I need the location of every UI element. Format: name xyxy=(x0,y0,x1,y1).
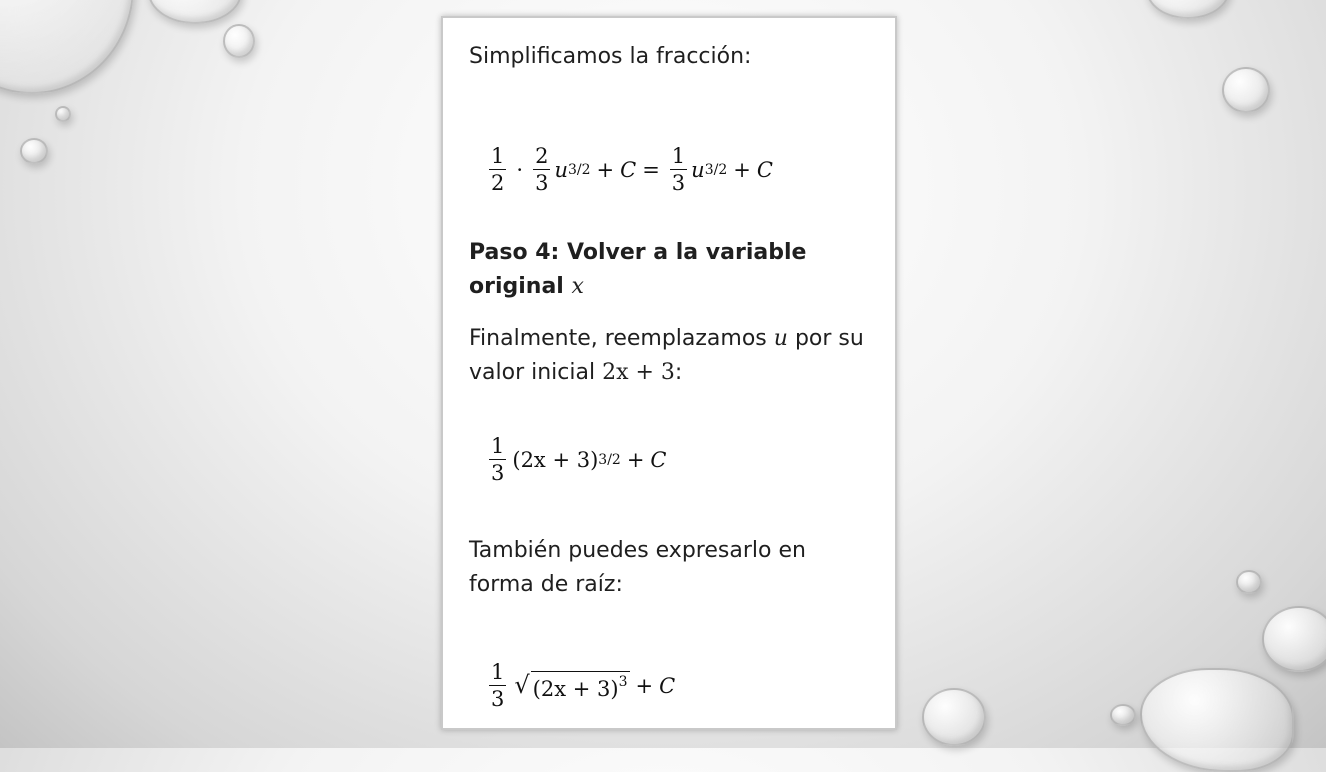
plus-operator: + xyxy=(626,448,645,472)
constant-c: C xyxy=(620,158,637,182)
radical-sign: √ xyxy=(514,671,530,699)
fraction: $\frac{1}{2}$ xyxy=(491,144,505,195)
water-drop-decoration xyxy=(20,138,48,164)
water-drop-decoration xyxy=(1146,0,1230,19)
water-drop-decoration xyxy=(1262,606,1326,672)
step-heading: Paso 4: Volver a la variable original x xyxy=(469,240,807,299)
exponent: 3 xyxy=(618,674,628,690)
paragraph-simplify: Simplificamos la fracción: xyxy=(469,44,752,69)
equation-root-form xyxy=(485,662,675,710)
exponent: 3/2 xyxy=(598,452,621,468)
plus-operator: + xyxy=(733,158,751,182)
exponent: 3/2 xyxy=(567,162,591,178)
plus-operator: + xyxy=(635,674,654,698)
variable-u: u xyxy=(773,326,788,351)
paragraph-root-form: También puedes expresarlo en forma de raíz: xyxy=(469,538,806,597)
fraction: $\frac{1}{3}$ xyxy=(671,144,686,195)
water-drop-decoration xyxy=(0,0,134,94)
fraction: $\frac{1}{3}$ xyxy=(491,434,505,485)
water-drop-decoration xyxy=(1110,704,1136,726)
radicand: $(2x + 3)^3$ xyxy=(531,671,630,701)
constant-c: C xyxy=(756,158,773,182)
water-drop-decoration xyxy=(148,0,242,24)
expression: 2x + 3 xyxy=(602,360,675,385)
water-drop-decoration xyxy=(55,106,71,122)
exponent: 3/2 xyxy=(704,162,728,178)
fraction: $\frac{1}{3}$ xyxy=(491,660,505,711)
equation-result xyxy=(485,436,667,484)
constant-c: C xyxy=(650,448,667,472)
square-root xyxy=(514,671,629,701)
plus-operator: + xyxy=(596,158,615,182)
fraction: $\frac{2}{3}$ xyxy=(535,144,549,195)
base-expression: (2x + 3) xyxy=(512,448,599,472)
constant-c: C xyxy=(659,674,676,698)
water-drop-decoration xyxy=(922,688,986,746)
variable-x: x xyxy=(571,274,584,299)
water-drop-decoration xyxy=(1222,67,1270,113)
variable-u: u xyxy=(554,158,568,182)
equation-simplify xyxy=(485,146,773,194)
equals-operator: = xyxy=(642,158,660,182)
water-drop-decoration xyxy=(223,24,255,58)
variable-u: u xyxy=(691,158,705,182)
paragraph-replace: Finalmente, reemplazamos u por su valor inicial 2x + 3: xyxy=(469,326,864,385)
water-drop-decoration xyxy=(1236,570,1262,594)
slide-content-card xyxy=(441,16,897,730)
water-drop-decoration xyxy=(1140,668,1294,772)
dot-operator: · xyxy=(516,158,524,182)
